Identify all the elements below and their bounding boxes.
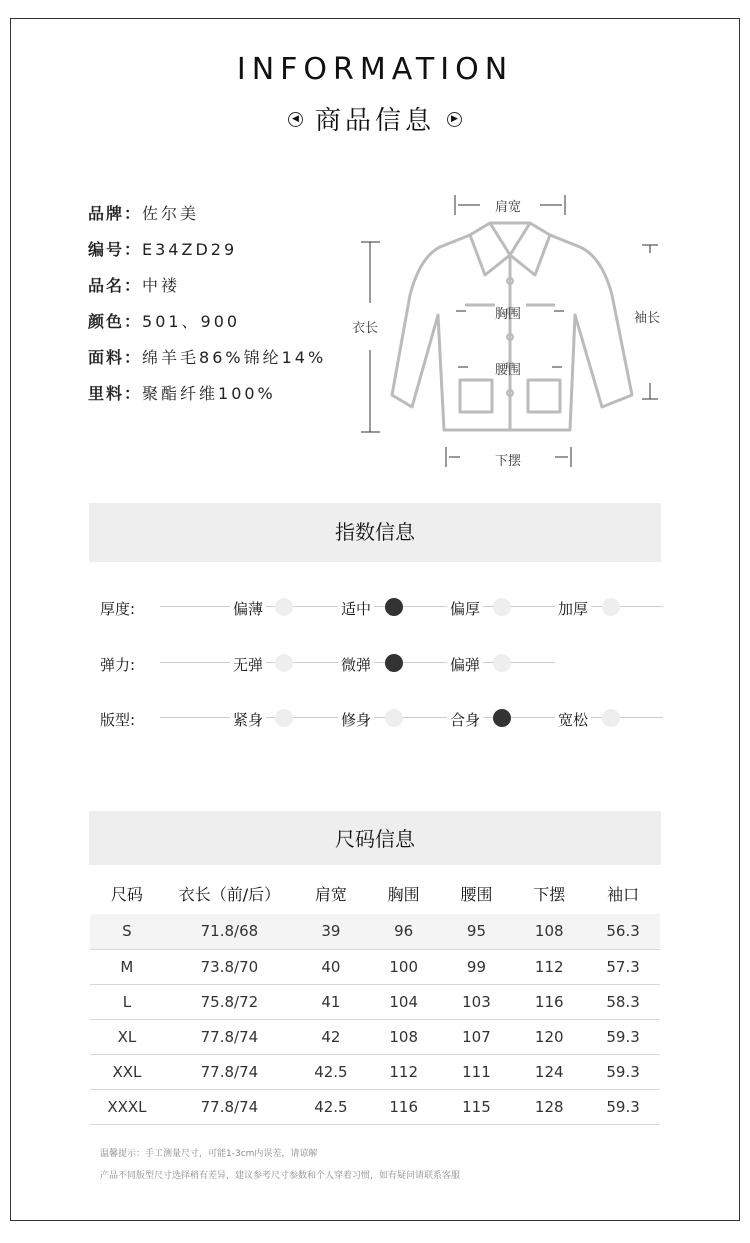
option-label: 偏弹 <box>447 654 483 675</box>
cell-waist: 115 <box>441 1089 513 1124</box>
cell-hem: 112 <box>512 949 586 984</box>
spec-fabric <box>88 345 326 368</box>
cell-cuff: 58.3 <box>586 984 660 1019</box>
label-hem: 下摆 <box>495 454 522 469</box>
spec-value: 聚酯纤维100% <box>142 384 276 403</box>
cell-shoulder: 39 <box>295 914 367 949</box>
spec-key: 品名： <box>88 276 143 295</box>
spec-name <box>88 273 180 296</box>
prev-arrow-icon[interactable]: ◀ <box>288 112 303 127</box>
table-row <box>90 984 660 1019</box>
cell-hem: 128 <box>512 1089 586 1124</box>
cell-cuff: 59.3 <box>586 1089 660 1124</box>
option-label: 修身 <box>338 709 374 730</box>
cell-shoulder: 41 <box>295 984 367 1019</box>
option-label: 宽松 <box>555 709 591 730</box>
note-fit-advice: 产品不同版型尺寸选择稍有差异，建议参考尺寸参数和个人穿着习惯，如有疑问请联系客服 <box>100 1171 461 1181</box>
col-hem: 下摆 <box>533 884 566 904</box>
option-label: 偏厚 <box>447 598 483 619</box>
option-label: 无弹 <box>230 654 266 675</box>
table-row <box>90 949 660 984</box>
option-dot[interactable] <box>493 654 511 672</box>
table-row <box>90 1089 660 1124</box>
option-dot[interactable] <box>602 598 620 616</box>
cell-hem: 120 <box>512 1019 586 1054</box>
cell-length: 77.8/74 <box>164 1019 295 1054</box>
cell-size: XXXL <box>90 1089 164 1124</box>
option-dot[interactable] <box>493 598 511 616</box>
cell-hem: 116 <box>512 984 586 1019</box>
option-dot[interactable] <box>275 598 293 616</box>
col-size: 尺码 <box>110 884 143 904</box>
garment-diagram <box>340 185 680 475</box>
spec-value: 中褛 <box>142 276 181 295</box>
option-label: 微弹 <box>338 654 374 675</box>
index-label-elasticity: 弹力: <box>100 656 136 674</box>
option-dot-selected[interactable] <box>385 654 403 672</box>
option-label: 适中 <box>338 598 374 619</box>
next-arrow-icon[interactable]: ▶ <box>447 112 462 127</box>
option-label: 加厚 <box>555 598 591 619</box>
spec-value: 绵羊毛86%锦纶14% <box>142 348 327 367</box>
option-dot-selected[interactable] <box>385 598 403 616</box>
cell-shoulder: 42.5 <box>295 1054 367 1089</box>
cell-hem: 124 <box>512 1054 586 1089</box>
cell-size: S <box>90 914 164 949</box>
label-waist: 腰围 <box>495 363 522 378</box>
cell-size: M <box>90 949 164 984</box>
cell-chest: 100 <box>367 949 441 984</box>
table-row <box>90 1054 660 1089</box>
cell-length: 75.8/72 <box>164 984 295 1019</box>
cell-waist: 107 <box>441 1019 513 1054</box>
label-length: 衣长 <box>352 321 379 336</box>
cell-cuff: 57.3 <box>586 949 660 984</box>
cell-size: L <box>90 984 164 1019</box>
option-dot[interactable] <box>385 709 403 727</box>
cell-cuff: 59.3 <box>586 1019 660 1054</box>
note-measurement: 温馨提示：手工测量尺寸，可能1-3cm内误差，请谅解 <box>100 1149 318 1159</box>
col-cuff: 袖口 <box>607 884 640 904</box>
col-length: 衣长（前/后） <box>178 884 281 904</box>
cell-size: XXL <box>90 1054 164 1089</box>
option-label: 紧身 <box>230 709 266 730</box>
col-waist: 腰围 <box>460 884 493 904</box>
spec-lining <box>88 381 276 404</box>
option-label: 合身 <box>447 709 483 730</box>
spec-color <box>88 309 240 332</box>
table-row <box>90 1019 660 1054</box>
index-label-thickness: 厚度: <box>100 600 136 618</box>
spec-value: 501、900 <box>142 312 241 331</box>
option-dot-selected[interactable] <box>493 709 511 727</box>
option-label: 偏薄 <box>230 598 266 619</box>
title-english: INFORMATION <box>236 52 514 87</box>
cell-waist: 99 <box>441 949 513 984</box>
index-section-header: 指数信息 <box>89 503 661 562</box>
option-dot[interactable] <box>275 654 293 672</box>
spec-key: 品牌： <box>88 204 143 223</box>
spec-code <box>88 237 237 260</box>
cell-length: 73.8/70 <box>164 949 295 984</box>
cell-length: 71.8/68 <box>164 914 295 949</box>
index-label-fit: 版型: <box>100 711 136 729</box>
spec-value: E34ZD29 <box>142 240 238 259</box>
spec-value: 佐尔美 <box>142 204 200 223</box>
option-dot[interactable] <box>602 709 620 727</box>
size-table-header-row <box>90 872 660 914</box>
spec-brand <box>88 201 199 224</box>
cell-cuff: 59.3 <box>586 1054 660 1089</box>
title-chinese <box>0 100 750 137</box>
cell-length: 77.8/74 <box>164 1054 295 1089</box>
spec-key: 编号： <box>88 240 143 259</box>
col-chest: 胸围 <box>387 884 420 904</box>
cell-waist: 111 <box>441 1054 513 1089</box>
option-dot[interactable] <box>275 709 293 727</box>
cell-chest: 116 <box>367 1089 441 1124</box>
cell-chest: 96 <box>367 914 441 949</box>
cell-waist: 103 <box>441 984 513 1019</box>
cell-waist: 95 <box>441 914 513 949</box>
size-table <box>90 872 660 1125</box>
col-shoulder: 肩宽 <box>314 884 347 904</box>
label-shoulder: 肩宽 <box>495 200 522 215</box>
cell-cuff: 56.3 <box>586 914 660 949</box>
label-chest: 胸围 <box>495 307 522 322</box>
cell-hem: 108 <box>512 914 586 949</box>
title-chinese-text: 商品信息 <box>314 106 435 136</box>
size-section-header: 尺码信息 <box>89 811 661 865</box>
spec-key: 颜色： <box>88 312 143 331</box>
cell-length: 77.8/74 <box>164 1089 295 1124</box>
cell-chest: 104 <box>367 984 441 1019</box>
cell-shoulder: 40 <box>295 949 367 984</box>
table-row <box>90 914 660 949</box>
cell-shoulder: 42.5 <box>295 1089 367 1124</box>
spec-key: 里料： <box>88 384 143 403</box>
cell-size: XL <box>90 1019 164 1054</box>
cell-shoulder: 42 <box>295 1019 367 1054</box>
jacket-outline <box>340 185 680 475</box>
label-sleeve: 袖长 <box>634 311 661 326</box>
cell-chest: 112 <box>367 1054 441 1089</box>
spec-key: 面料： <box>88 348 143 367</box>
cell-chest: 108 <box>367 1019 441 1054</box>
